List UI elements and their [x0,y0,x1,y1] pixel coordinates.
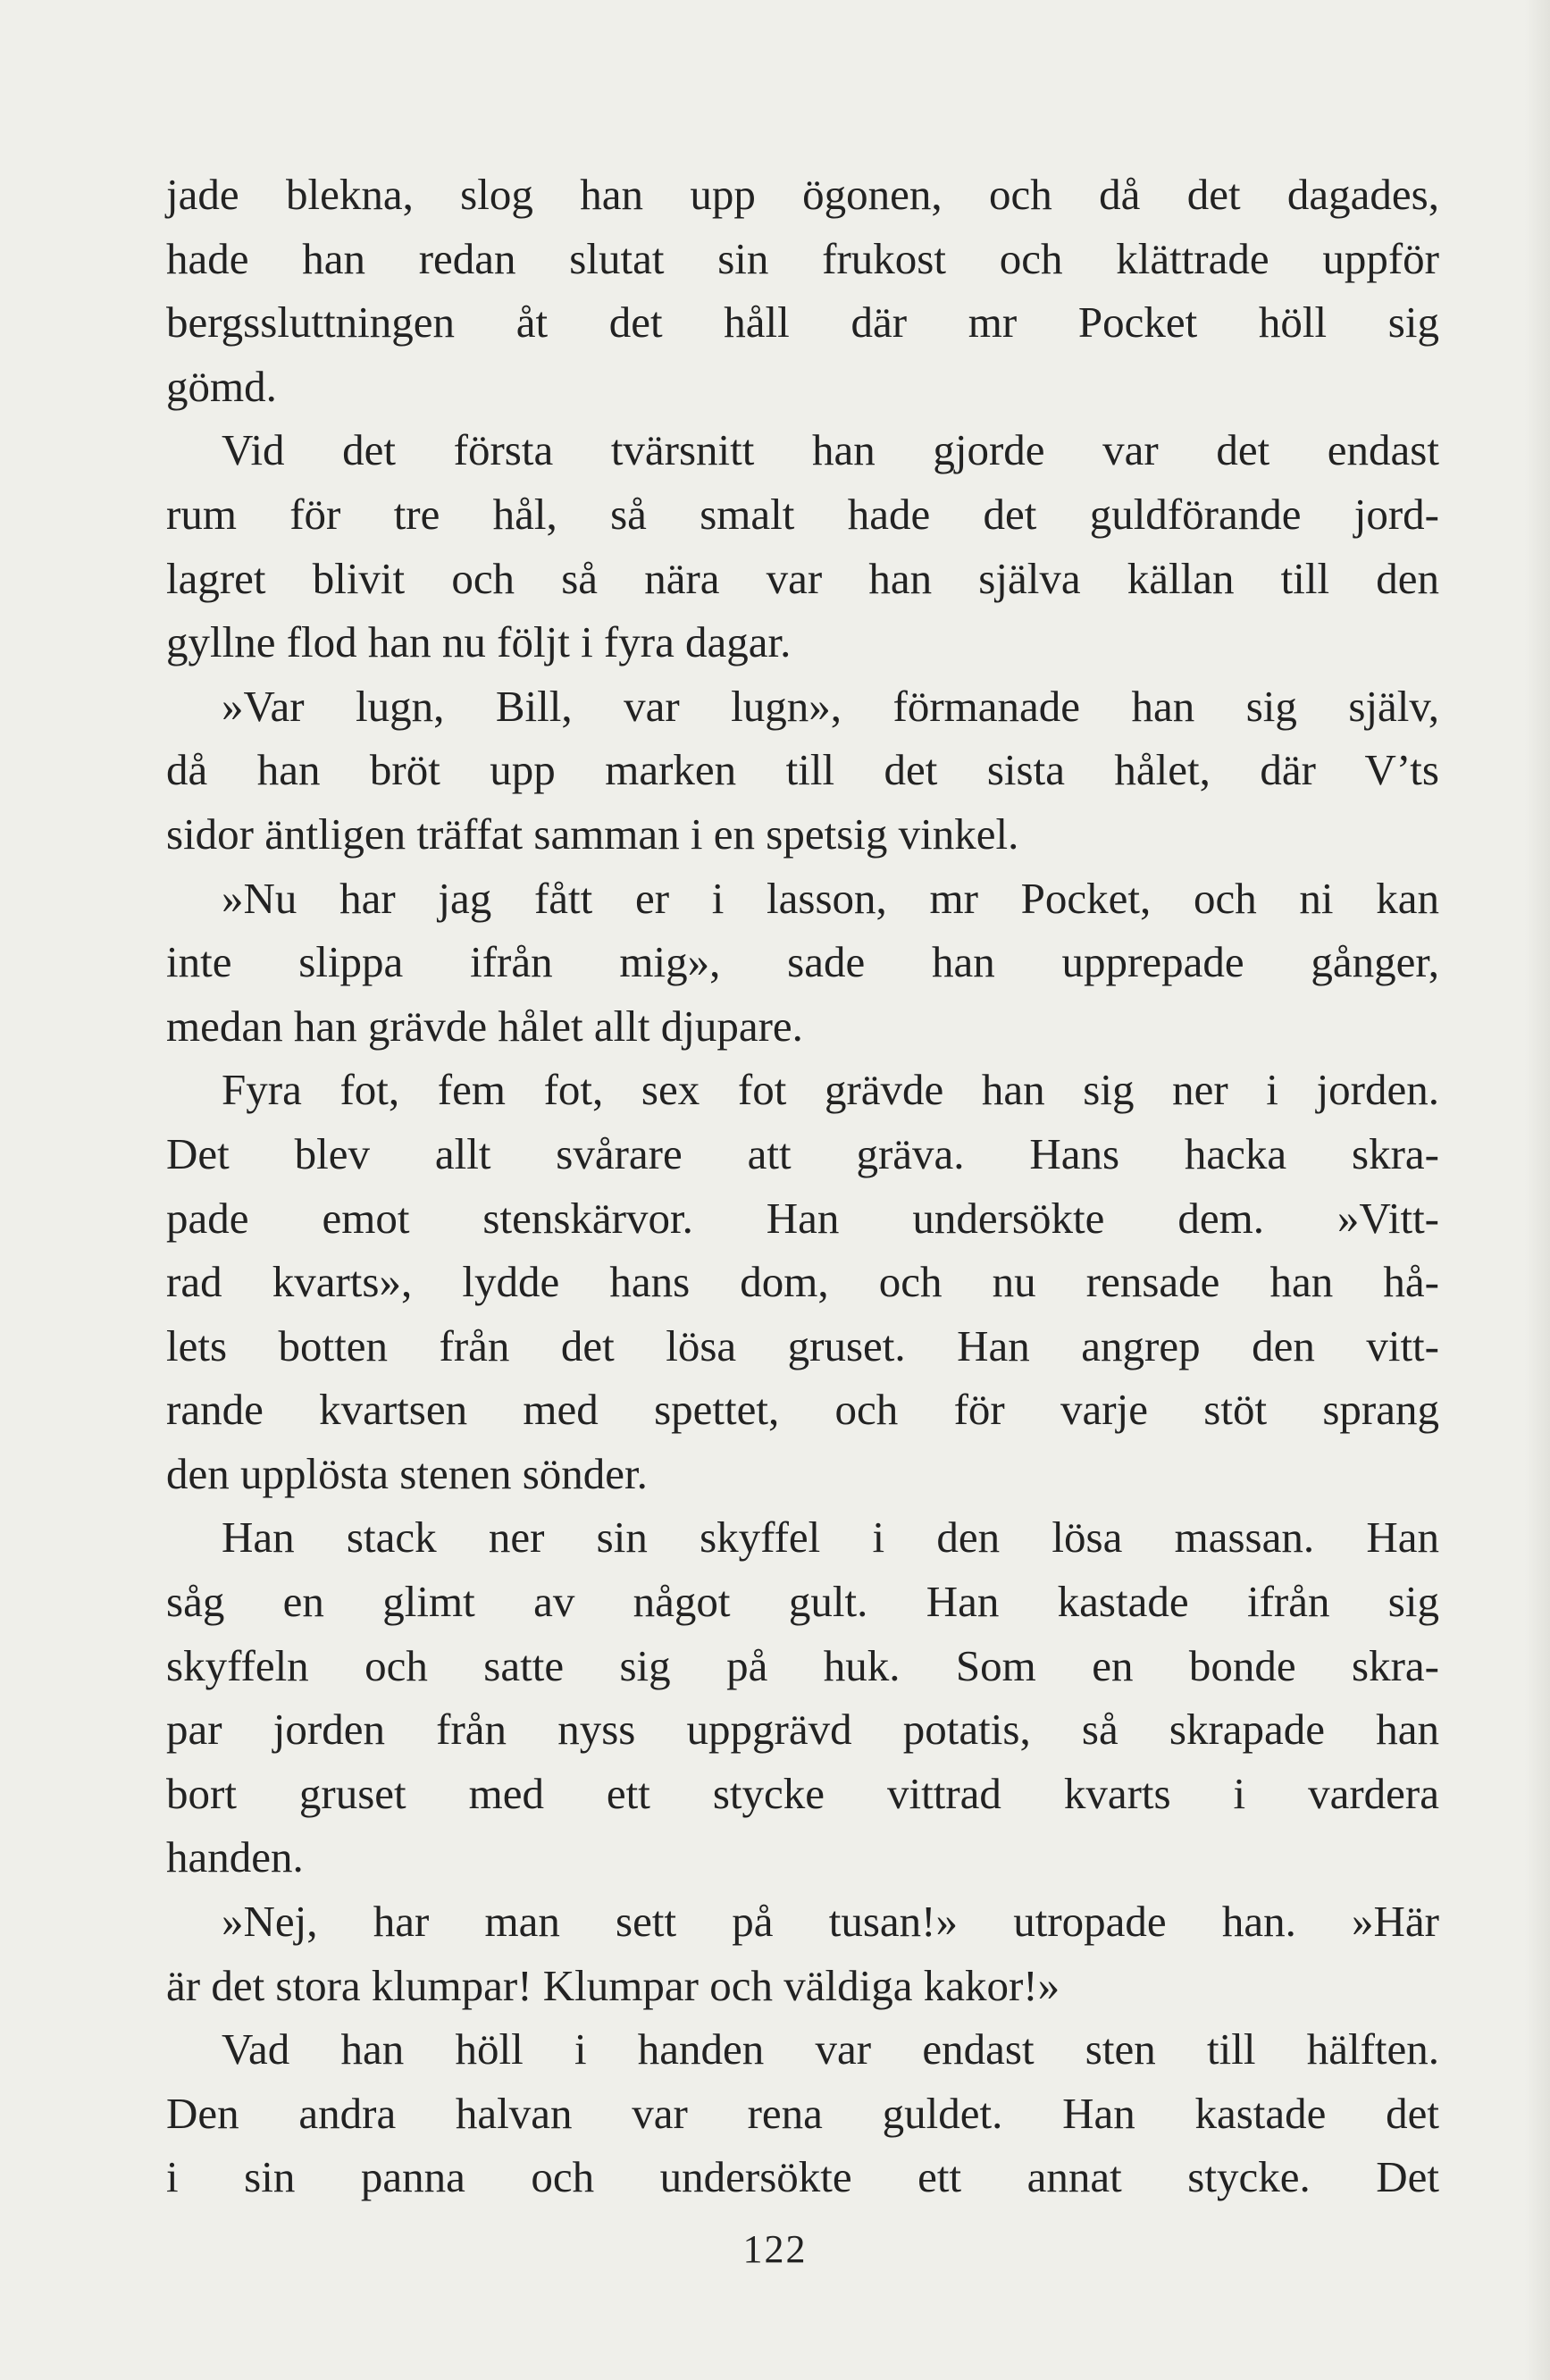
page-number: 122 [742,2227,808,2271]
text-line: skyffeln och satte sig på huk. Som en bonde skra- [166,1640,1439,1690]
text-line: då han bröt upp marken till det sista hålet, där V’ts [166,745,1439,795]
text-line: rande kvartsen med spettet, och för varje stöt sprang [166,1385,1439,1435]
text-line: i sin panna och undersökte ett annat stycke. Det [166,2152,1439,2202]
text-line: Den andra halvan var rena guldet. Han kastade det [166,2088,1439,2138]
text-line: lets botten från det lösa gruset. Han angrep den vitt- [166,1320,1439,1370]
text-line: medan han grävde hålet allt djupare. [166,1001,803,1051]
text-line: Det blev allt svårare att gräva. Hans hacka skra- [166,1128,1439,1178]
text-line: inte slippa ifrån mig», sade han upprepade gånger, [166,937,1439,987]
text-line: handen. [166,1832,304,1882]
text-line: rad kvarts», lydde hans dom, och nu rensade han hå- [166,1257,1439,1307]
text-line: gömd. [166,361,277,411]
text-line: bort gruset med ett stycke vittrad kvarts i vardera [166,1768,1439,1818]
text-line: »Nu har jag fått er i lasson, mr Pocket, och ni kan [222,873,1439,923]
text-line: såg en glimt av något gult. Han kastade ifrån sig [166,1577,1439,1627]
page-edge [1525,0,1550,2380]
text-line: pade emot stenskärvor. Han undersökte dem. »Vitt- [166,1193,1439,1243]
text-line: lagret blivit och så nära var han själva källan till den [166,553,1439,603]
text-line: hade han redan slutat sin frukost och klättrade uppför [166,233,1439,283]
text-line: gyllne flod han nu följt i fyra dagar. [166,617,792,667]
text-line: »Var lugn, Bill, var lugn», förmanade han sig själv, [222,681,1439,731]
text-line: är det stora klumpar! Klumpar och väldiga kakor!» [166,1960,1060,2010]
body-text [166,163,1439,2209]
text-line: rum för tre hål, så smalt hade det guldförande jord- [166,489,1439,539]
text-line: Vad han höll i handen var endast sten till hälften. [222,2024,1439,2074]
text-line: den upplösta stenen sönder. [166,1448,648,1498]
text-line: Han stack ner sin skyffel i den lösa massan. Han [222,1513,1439,1563]
text-line: Vid det första tvärsnitt han gjorde var det endast [222,425,1439,475]
text-line: Fyra fot, fem fot, sex fot grävde han sig ner i jorden. [222,1065,1439,1115]
text-line: par jorden från nyss uppgrävd potatis, så skrapade han [166,1705,1439,1755]
text-line: jade blekna, slog han upp ögonen, och då det dagades, [166,170,1439,219]
text-line: sidor äntligen träffat samman i en spetsig vinkel. [166,809,1019,859]
text-line: »Nej, har man sett på tusan!» utropade han. »Här [222,1897,1439,1947]
text-line: bergssluttningen åt det håll där mr Pocket höll sig [166,298,1439,348]
